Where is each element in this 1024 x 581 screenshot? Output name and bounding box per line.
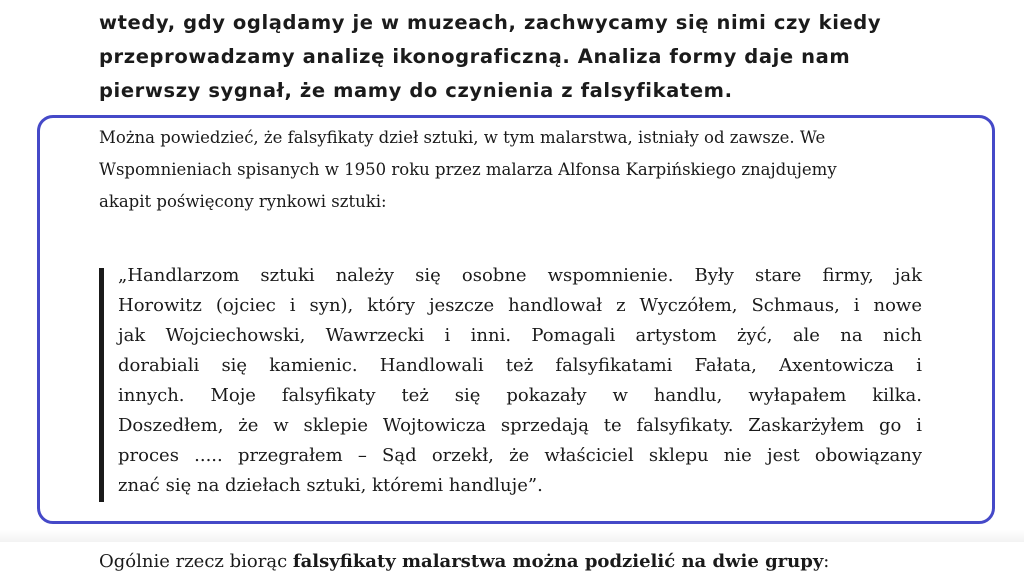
closing-text: Ogólnie rzecz biorąc [99, 551, 293, 572]
quote-line: Doszedłem, że w sklepie Wojtowicza sprzedają te falsyfikaty. Zaskarżyłem go i [118, 415, 922, 436]
quote-line: znać się na dziełach sztuki, któremi handluje”. [118, 475, 543, 496]
quote-bar [99, 268, 104, 502]
intro-paragraph [99, 122, 929, 218]
intro-line: Można powiedzieć, że falsyfikaty dzieł sztuki, w tym malarstwa, istniały od zawsze. We [99, 128, 826, 147]
closing-paragraph [99, 548, 929, 576]
blockquote [118, 261, 922, 501]
intro-line: akapit poświęcony rynkowi sztuki: [99, 192, 387, 211]
quote-line: proces ..... przegrałem – Sąd orzekł, że właściciel sklepu nie jest obowiązany [118, 445, 922, 466]
quote-line: Horowitz (ojciec i syn), który jeszcze handlował z Wyczółem, Schmaus, i nowe [118, 295, 922, 316]
quote-line: innych. Moje falsyfikaty też się pokazały w handlu, wyłapałem kilka. [118, 385, 922, 406]
lead-paragraph [99, 6, 882, 108]
closing-bold-text: falsyfikaty malarstwa można podzielić na dwie grupy [292, 551, 824, 572]
quote-line: jak Wojciechowski, Wawrzecki i inni. Pomagali artystom żyć, ale na nich [118, 325, 922, 346]
closing-colon: : [823, 551, 830, 572]
quote-line: dorabiali się kamienic. Handlowali też falsyfikatami Fałata, Axentowicza i [118, 355, 922, 376]
lead-line: pierwszy sygnał, że mamy do czynienia z falsyfikatem. [99, 79, 733, 102]
quote-line: „Handlarzom sztuki należy się osobne wspomnienie. Były stare firmy, jak [118, 265, 922, 286]
lead-line: wtedy, gdy oglądamy je w muzeach, zachwycamy się nimi czy kiedy [99, 11, 882, 34]
lead-line: przeprowadzamy analizę ikonograficzną. Analiza formy daje nam [99, 45, 851, 68]
page-shade [0, 530, 1024, 542]
intro-line: Wspomnieniach spisanych w 1950 roku przez malarza Alfonsa Karpińskiego znajdujemy [99, 160, 837, 179]
